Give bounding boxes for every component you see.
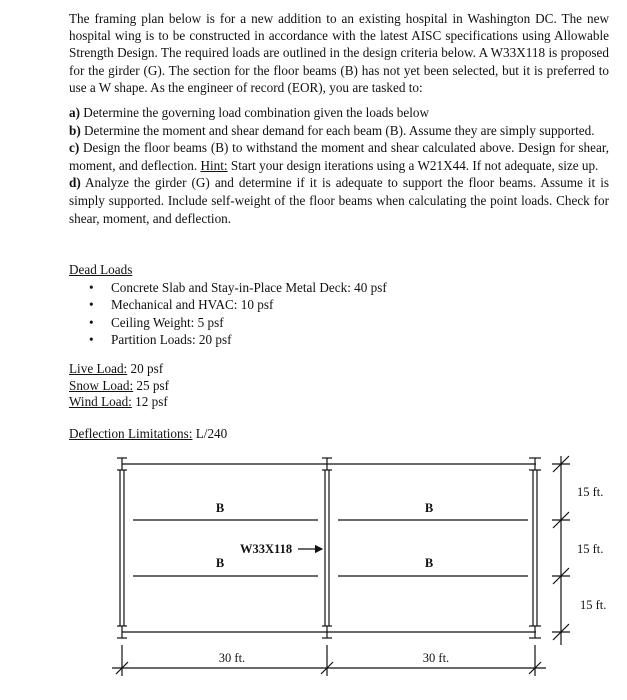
bay-label: 15 ft. (577, 485, 604, 499)
dead-loads-heading: Dead Loads (69, 262, 133, 277)
list-item: • Partition Loads: 20 psf (89, 332, 232, 348)
list-item: • Mechanical and HVAC: 10 psf (89, 297, 274, 313)
span-label: 30 ft. (218, 651, 246, 665)
bay-label: 15 ft. (580, 598, 607, 612)
girder-label: W33X118 (240, 542, 293, 556)
beam-label: B (215, 501, 225, 515)
live-load: Live Load: 20 psf (69, 361, 164, 376)
span-label: 30 ft. (422, 651, 450, 665)
deflection-limit: Deflection Limitations: L/240 (69, 426, 228, 441)
task-b: b) Determine the moment and shear demand for each beam (B). Assume they are simply supported. (69, 122, 595, 138)
beam-label: B (424, 556, 434, 570)
beam-label: B (424, 501, 434, 515)
task-c: c) Design the floor beams (B) to withstand the moment and shear calculated above. Design for shear, moment, and deflection. Hint: Start your design iterations using a W21X44. If not adequate, size up. (69, 140, 609, 173)
hint-label: Hint: (200, 157, 228, 173)
wind-load: Wind Load: 12 psf (69, 394, 168, 410)
task-d: d) Analyze the girder (G) and determine if it is adequate to support the floor beams. Assume it is simply supported. Include self-weight of the floor beams when calculating the point loads. Check for shear, moment, and deflection. (69, 175, 609, 226)
list-item: • Ceiling Weight: 5 psf (89, 314, 224, 330)
snow-load: Snow Load: 25 psf (69, 377, 170, 393)
bay-label: 15 ft. (577, 542, 604, 556)
list-item: • Concrete Slab and Stay-in-Place Metal Deck: 40 psf (89, 279, 387, 295)
beam-label: B (215, 556, 225, 570)
problem-intro: The framing plan below is for a new addition to an existing hospital in Washington DC. The new hospital wing is to be constructed in accordance with the latest AISC specifications using Allowable Strength Design. The required loads are outlined in the design criteria below. A W33X118 is proposed for the girder (G). The section for the floor beams (B) has not yet been selected, but it is preferred to use a W shape. As the engineer of record (EOR), you are tasked to: (69, 11, 609, 95)
task-a: a) Determine the governing load combination given the loads below (69, 105, 430, 120)
